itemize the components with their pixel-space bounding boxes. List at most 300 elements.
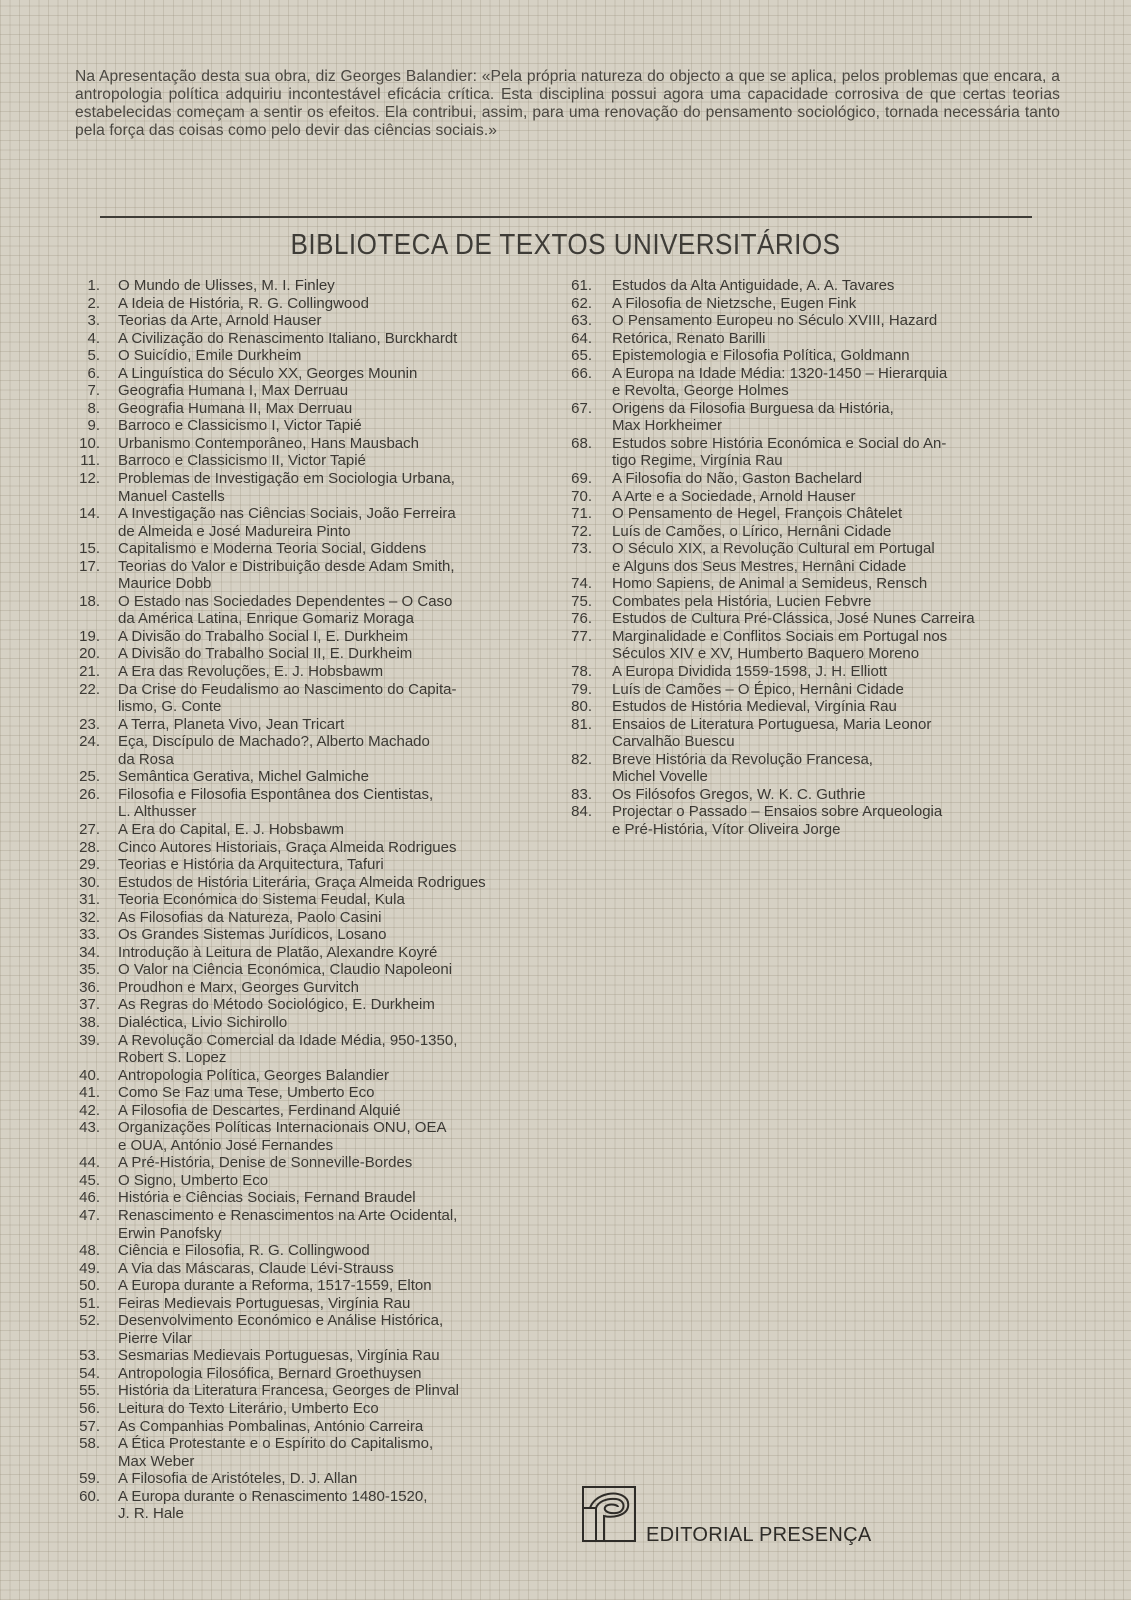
item-line: da Rosa [118, 750, 174, 768]
item-title [118, 839, 556, 857]
item-title [118, 1154, 556, 1172]
list-item [76, 979, 556, 997]
list-item [76, 365, 556, 383]
list-item [76, 768, 556, 786]
item-number: 32. [79, 908, 100, 926]
item-line: A Linguística do Século XX, Georges Mounin [118, 364, 418, 382]
item-number: 29. [79, 856, 100, 874]
item-number: 79. [571, 680, 592, 698]
item-line: de Almeida e José Madureira Pinto [118, 522, 351, 540]
item-line: Eça, Discípulo de Machado?, Alberto Machado [118, 733, 430, 751]
item-number: 15. [79, 540, 100, 558]
item-title [118, 681, 556, 716]
item-line: Teorias da Arte, Arnold Hauser [118, 312, 322, 330]
item-number: 6. [87, 364, 100, 382]
item-number: 20. [79, 645, 100, 663]
list-item [76, 1172, 556, 1190]
item-title [118, 1435, 556, 1470]
list-item [76, 1119, 556, 1154]
item-line: Da Crise do Feudalismo ao Nascimento do Capita- [118, 680, 457, 698]
item-number: 67. [571, 399, 592, 417]
list-item [76, 312, 556, 330]
item-title [118, 874, 556, 892]
item-number: 11. [80, 452, 100, 470]
item-number: 18. [79, 592, 100, 610]
item-number: 52. [79, 1312, 100, 1330]
list-item [76, 505, 556, 540]
item-line: Como Se Faz uma Tese, Umberto Eco [118, 1084, 375, 1102]
item-title [612, 277, 1066, 295]
item-title [118, 1067, 556, 1085]
list-item [566, 681, 1066, 699]
list-item [566, 365, 1066, 400]
item-line: e Pré-História, Vítor Oliveira Jorge [612, 820, 841, 838]
list-item [566, 277, 1066, 295]
item-line: A Filosofia de Descartes, Ferdinand Alquié [118, 1101, 401, 1119]
intro-paragraph: Na Apresentação desta sua obra, diz Georges Balandier: «Pela própria natureza do objecto a que se aplica, pelos problemas que encara, a antropologia política adquiriu incontestável eficácia crítica. Esta disciplina possui agora uma capacidade corrosiva de que certas teorias estabelecidas começam a sentir os efeitos. Ela contribui, assim, para uma renovação do pensamento sociológico, tornada necessária tanto pela força das coisas como pelo devir das ciências sociais.» [75, 67, 1060, 140]
item-title [118, 1207, 556, 1242]
item-title [118, 979, 556, 997]
item-number: 44. [79, 1154, 100, 1172]
item-line: Cinco Autores Historiais, Graça Almeida Rodrigues [118, 838, 457, 856]
list-item [76, 1067, 556, 1085]
list-item [566, 663, 1066, 681]
item-line: Feiras Medievais Portuguesas, Virgínia Rau [118, 1294, 411, 1312]
item-line: O Valor na Ciência Económica, Claudio Napoleoni [118, 961, 453, 979]
series-title: BIBLIOTECA DE TEXTOS UNIVERSITÁRIOS [290, 229, 841, 261]
item-line: Robert S. Lopez [118, 1049, 227, 1067]
item-number: 10. [79, 434, 100, 452]
list-item [566, 312, 1066, 330]
item-number: 3. [87, 312, 100, 330]
item-number: 59. [79, 1470, 100, 1488]
item-line: Teorias do Valor e Distribuição desde Adam Smith, [118, 557, 455, 575]
item-number: 57. [79, 1417, 100, 1435]
item-number: 75. [571, 592, 592, 610]
list-item [76, 558, 556, 593]
item-title [118, 1277, 556, 1295]
item-line: Renascimento e Renascimentos na Arte Ocidental, [118, 1206, 458, 1224]
item-title [118, 295, 556, 313]
item-number: 81. [571, 715, 592, 733]
item-line: Estudos de História Medieval, Virgínia Rau [612, 698, 897, 716]
list-item [566, 347, 1066, 365]
item-number: 83. [571, 785, 592, 803]
item-title [118, 1400, 556, 1418]
item-title [118, 1172, 556, 1190]
item-number: 33. [79, 926, 100, 944]
list-item [76, 277, 556, 295]
item-line: A Filosofia de Nietzsche, Eugen Fink [612, 294, 857, 312]
item-number: 51. [79, 1294, 100, 1312]
item-title [612, 312, 1066, 330]
item-title [118, 400, 556, 418]
item-number: 70. [571, 487, 592, 505]
list-item [566, 523, 1066, 541]
list-item [566, 786, 1066, 804]
item-title [118, 821, 556, 839]
item-number: 40. [79, 1066, 100, 1084]
item-title [118, 944, 556, 962]
item-title [118, 1084, 556, 1102]
item-title [612, 400, 1066, 435]
item-title [612, 628, 1066, 663]
item-number: 4. [87, 329, 100, 347]
item-line: Estudos sobre História Económica e Social do An- [612, 434, 947, 452]
list-item [566, 575, 1066, 593]
item-line: Ciência e Filosofia, R. G. Collingwood [118, 1242, 370, 1260]
item-line: Michel Vovelle [612, 768, 708, 786]
item-number: 80. [571, 698, 592, 716]
item-number: 61. [571, 277, 592, 294]
list-item [76, 593, 556, 628]
list-item [76, 1154, 556, 1172]
list-item [566, 470, 1066, 488]
list-item [566, 751, 1066, 786]
item-line: Retórica, Renato Barilli [612, 329, 766, 347]
item-number: 84. [571, 803, 592, 821]
item-title [118, 558, 556, 593]
item-title [118, 856, 556, 874]
item-number: 5. [87, 347, 100, 365]
list-item [76, 1014, 556, 1032]
item-line: tigo Regime, Virgínia Rau [612, 452, 783, 470]
item-title [612, 295, 1066, 313]
publisher-logo-icon [582, 1486, 636, 1542]
list-item [566, 488, 1066, 506]
item-title [612, 663, 1066, 681]
item-title [118, 628, 556, 646]
item-number: 41. [79, 1084, 100, 1102]
item-number: 62. [571, 294, 592, 312]
item-number: 38. [79, 1013, 100, 1031]
item-number: 76. [571, 610, 592, 628]
list-item [566, 628, 1066, 663]
item-number: 47. [79, 1206, 100, 1224]
item-number: 36. [79, 978, 100, 996]
list-item [76, 452, 556, 470]
item-line: A Investigação nas Ciências Sociais, João Ferreira [118, 505, 456, 523]
item-title [118, 365, 556, 383]
item-line: Combates pela História, Lucien Febvre [612, 592, 872, 610]
item-number: 56. [79, 1400, 100, 1417]
item-title [118, 926, 556, 944]
item-line: A Europa Dividida 1559-1598, J. H. Elliott [612, 663, 888, 681]
item-title [118, 470, 556, 505]
item-line: e Revolta, George Holmes [612, 382, 789, 400]
item-number: 45. [79, 1171, 100, 1189]
item-number: 50. [79, 1277, 100, 1295]
item-line: Semântica Gerativa, Michel Galmiche [118, 768, 369, 786]
list-item [566, 330, 1066, 348]
item-line: Maurice Dobb [118, 575, 212, 593]
item-number: 34. [79, 943, 100, 961]
book-list-left [76, 277, 556, 1523]
item-title [612, 575, 1066, 593]
item-line: Sesmarias Medievais Portuguesas, Virgínia Rau [118, 1347, 440, 1365]
item-title [118, 716, 556, 734]
list-item [76, 400, 556, 418]
item-title [118, 1260, 556, 1278]
list-item [76, 733, 556, 768]
item-title [612, 593, 1066, 611]
item-line: A Europa na Idade Média: 1320-1450 – Hierarquia [612, 364, 948, 382]
list-item [76, 628, 556, 646]
item-number: 30. [79, 873, 100, 891]
list-item [566, 400, 1066, 435]
item-title [118, 505, 556, 540]
list-item [76, 540, 556, 558]
item-number: 25. [79, 768, 100, 786]
item-line: Ensaios de Literatura Portuguesa, Maria Leonor [612, 715, 932, 733]
item-number: 24. [79, 733, 100, 751]
item-title [612, 470, 1066, 488]
list-item [566, 295, 1066, 313]
item-title [118, 1032, 556, 1067]
list-item [76, 663, 556, 681]
item-line: lismo, G. Conte [118, 698, 222, 716]
list-item [76, 1435, 556, 1470]
list-item [76, 926, 556, 944]
list-item [76, 1382, 556, 1400]
item-number: 23. [79, 715, 100, 733]
list-item [566, 540, 1066, 575]
item-number: 60. [79, 1487, 100, 1505]
item-line: A Filosofia de Aristóteles, D. J. Allan [118, 1470, 358, 1488]
item-line: da América Latina, Enrique Gomariz Moraga [118, 610, 414, 628]
item-line: A Revolução Comercial da Idade Média, 950-1350, [118, 1031, 458, 1049]
item-title [118, 452, 556, 470]
item-line: Introdução à Leitura de Platão, Alexandre Koyré [118, 943, 438, 961]
item-title [118, 593, 556, 628]
item-number: 21. [79, 663, 100, 681]
item-line: A Europa durante a Reforma, 1517-1559, Elton [118, 1277, 432, 1295]
item-number: 26. [79, 785, 100, 803]
item-line: Marginalidade e Conflitos Sociais em Portugal nos [612, 627, 948, 645]
item-line: História e Ciências Sociais, Fernand Braudel [118, 1189, 416, 1207]
item-title [118, 1470, 556, 1488]
item-title [118, 733, 556, 768]
list-item [76, 1312, 556, 1347]
item-line: O Signo, Umberto Eco [118, 1171, 269, 1189]
item-number: 17. [79, 557, 100, 575]
list-item [76, 821, 556, 839]
book-list-right [566, 277, 1066, 839]
item-line: Geografia Humana II, Max Derruau [118, 399, 353, 417]
item-title [612, 786, 1066, 804]
item-line: Antropologia Política, Georges Balandier [118, 1066, 389, 1084]
divider-rule [100, 216, 1032, 218]
item-title [612, 681, 1066, 699]
list-item [566, 698, 1066, 716]
list-item [76, 1084, 556, 1102]
item-line: Max Weber [118, 1452, 195, 1470]
item-title [118, 663, 556, 681]
item-line: As Companhias Pombalinas, António Carreira [118, 1417, 424, 1435]
item-title [118, 1189, 556, 1207]
item-line: As Regras do Método Sociológico, E. Durkheim [118, 996, 435, 1014]
item-number: 71. [571, 505, 592, 523]
item-number: 1. [87, 277, 100, 294]
item-line: História da Literatura Francesa, Georges de Plinval [118, 1382, 460, 1400]
item-line: A Divisão do Trabalho Social I, E. Durkheim [118, 627, 409, 645]
item-line: Antropologia Filosófica, Bernard Groethuysen [118, 1364, 422, 1382]
list-item [76, 1400, 556, 1418]
item-number: 66. [571, 364, 592, 382]
item-line: Luís de Camões, o Lírico, Hernâni Cidade [612, 522, 892, 540]
item-title [612, 347, 1066, 365]
item-number: 77. [571, 627, 592, 645]
list-item [76, 1470, 556, 1488]
list-item [76, 874, 556, 892]
item-number: 39. [79, 1031, 100, 1049]
item-line: A Terra, Planeta Vivo, Jean Tricart [118, 715, 345, 733]
list-item [566, 803, 1066, 838]
item-number: 27. [79, 820, 100, 838]
item-number: 82. [571, 750, 592, 768]
item-line: Desenvolvimento Económico e Análise Histórica, [118, 1312, 444, 1330]
item-line: e OUA, António José Fernandes [118, 1136, 334, 1154]
item-title [118, 417, 556, 435]
item-title [118, 382, 556, 400]
list-item [76, 1365, 556, 1383]
item-number: 49. [79, 1259, 100, 1277]
item-line: L. Althusser [118, 803, 197, 821]
item-line: Proudhon e Marx, Georges Gurvitch [118, 978, 359, 996]
item-title [612, 488, 1066, 506]
item-title [118, 768, 556, 786]
item-line: A Ideia de História, R. G. Collingwood [118, 294, 369, 312]
item-line: A Ética Protestante e o Espírito do Capitalismo, [118, 1435, 434, 1453]
item-title [612, 330, 1066, 348]
list-item [566, 505, 1066, 523]
item-title [118, 1119, 556, 1154]
item-title [612, 610, 1066, 628]
item-line: Projectar o Passado – Ensaios sobre Arqueologia [612, 803, 943, 821]
item-title [118, 996, 556, 1014]
item-line: Manuel Castells [118, 487, 225, 505]
item-title [118, 277, 556, 295]
item-title [118, 1347, 556, 1365]
item-line: Pierre Vilar [118, 1329, 192, 1347]
item-line: Estudos de Cultura Pré-Clássica, José Nunes Carreira [612, 610, 975, 628]
item-number: 8. [87, 399, 100, 417]
item-line: O Século XIX, a Revolução Cultural em Portugal [612, 540, 935, 558]
list-item [76, 891, 556, 909]
item-title [118, 891, 556, 909]
list-item [76, 1207, 556, 1242]
item-line: A Civilização do Renascimento Italiano, Burckhardt [118, 329, 458, 347]
item-line: O Estado nas Sociedades Dependentes – O Caso [118, 592, 453, 610]
item-line: Problemas de Investigação em Sociologia Urbana, [118, 470, 455, 488]
item-line: Organizações Políticas Internacionais ONU, OEA [118, 1119, 447, 1137]
item-title [118, 1242, 556, 1260]
item-title [118, 1295, 556, 1313]
list-item [76, 786, 556, 821]
list-item [76, 909, 556, 927]
item-line: Erwin Panofsky [118, 1224, 222, 1242]
item-line: A Europa durante o Renascimento 1480-1520, [118, 1487, 428, 1505]
item-line: Dialéctica, Livio Sichirollo [118, 1013, 288, 1031]
item-line: J. R. Hale [118, 1505, 184, 1523]
list-item [566, 716, 1066, 751]
list-item [76, 347, 556, 365]
item-line: Teorias e História da Arquitectura, Tafuri [118, 856, 384, 874]
item-number: 22. [79, 680, 100, 698]
list-item [76, 435, 556, 453]
item-number: 55. [79, 1382, 100, 1400]
item-line: A Divisão do Trabalho Social II, E. Durkheim [118, 645, 413, 663]
item-title [612, 698, 1066, 716]
list-item [76, 961, 556, 979]
item-number: 69. [571, 470, 592, 488]
item-title [118, 1312, 556, 1347]
list-item [76, 417, 556, 435]
item-line: O Pensamento Europeu no Século XVIII, Hazard [612, 312, 938, 330]
list-item [76, 1488, 556, 1523]
item-number: 46. [79, 1189, 100, 1207]
publisher-name: EDITORIAL PRESENÇA [646, 1524, 872, 1546]
list-item [76, 382, 556, 400]
item-number: 28. [79, 838, 100, 856]
item-number: 64. [571, 329, 592, 347]
item-line: Capitalismo e Moderna Teoria Social, Giddens [118, 540, 427, 558]
list-item [76, 996, 556, 1014]
item-title [612, 365, 1066, 400]
item-number: 43. [79, 1119, 100, 1137]
list-item [76, 1295, 556, 1313]
item-title [118, 1365, 556, 1383]
item-title [612, 540, 1066, 575]
item-line: A Arte e a Sociedade, Arnold Hauser [612, 487, 856, 505]
list-item [76, 944, 556, 962]
item-number: 54. [79, 1364, 100, 1382]
item-line: Os Grandes Sistemas Jurídicos, Losano [118, 926, 387, 944]
item-number: 53. [79, 1347, 100, 1365]
list-item [76, 1347, 556, 1365]
item-line: Barroco e Classicismo II, Victor Tapié [118, 452, 366, 470]
list-item [76, 1277, 556, 1295]
item-line: Luís de Camões – O Épico, Hernâni Cidade [612, 680, 904, 698]
list-item [76, 1032, 556, 1067]
item-number: 19. [79, 627, 100, 645]
item-title [612, 716, 1066, 751]
item-line: Leitura do Texto Literário, Umberto Eco [118, 1400, 379, 1417]
item-line: Origens da Filosofia Burguesa da História, [612, 399, 894, 417]
item-line: O Pensamento de Hegel, François Châtelet [612, 505, 903, 523]
item-line: O Mundo de Ulisses, M. I. Finley [118, 277, 335, 294]
item-number: 74. [571, 575, 592, 593]
item-line: Estudos de História Literária, Graça Almeida Rodrigues [118, 873, 486, 891]
list-item [76, 1260, 556, 1278]
item-title [612, 523, 1066, 541]
item-line: Max Horkheimer [612, 417, 723, 435]
item-title [612, 505, 1066, 523]
item-title [118, 909, 556, 927]
list-item [76, 645, 556, 663]
item-number: 35. [79, 961, 100, 979]
list-item [76, 470, 556, 505]
item-number: 2. [87, 294, 100, 312]
item-title [118, 347, 556, 365]
item-number: 63. [571, 312, 592, 330]
list-item [76, 681, 556, 716]
item-line: Epistemologia e Filosofia Política, Goldmann [612, 347, 910, 365]
item-number: 48. [79, 1242, 100, 1260]
item-title [118, 1382, 556, 1400]
item-line: Estudos da Alta Antiguidade, A. A. Tavares [612, 277, 895, 294]
item-line: Teoria Económica do Sistema Feudal, Kula [118, 891, 405, 909]
